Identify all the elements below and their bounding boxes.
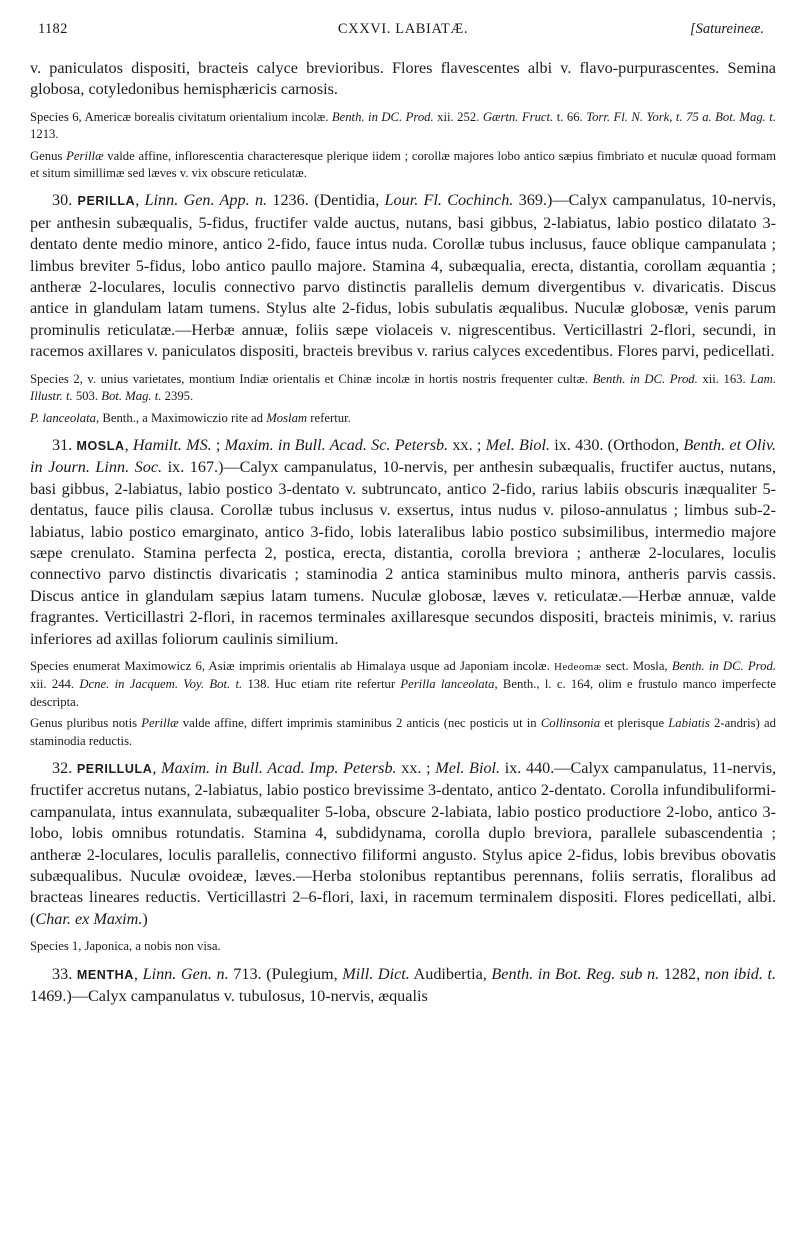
note-paragraph <box>30 658 776 711</box>
text-segment: ix. 430. (Orthodon, <box>550 435 684 454</box>
italic-citation: Perillæ <box>66 148 104 163</box>
italic-citation: Linn. Gen. n. <box>142 964 229 983</box>
text-segment: 1236. (Dentidia, <box>267 191 385 210</box>
genus-paragraph <box>30 58 776 101</box>
text-segment: et plerisque <box>600 716 669 731</box>
text-segment: 2-andris) ad staminodia reductis. <box>30 716 776 748</box>
italic-citation: non ibid. t. <box>704 964 777 983</box>
italic-citation: Gærtn. Fruct. <box>482 109 554 124</box>
text-segment: 1213. <box>30 127 59 142</box>
text-segment: valde affine, inflorescentia characteresque plerique iidem ; corollæ majores lobo antico sæpius fimbriato et nuculæ quoad formam et situm simillimæ sed læves v. vix obscure reticulatæ. <box>30 148 776 181</box>
text-segment: xx. ; <box>448 435 486 454</box>
italic-citation: Benth. in DC. Prod. <box>671 658 776 673</box>
italic-citation: Collinsonia <box>540 716 601 731</box>
text-segment: 32. <box>52 759 77 777</box>
text-segment: , <box>152 759 162 777</box>
text-segment: 2395. <box>161 389 194 404</box>
text-segment: 1469.)—Calyx campanulatus v. tubulosus, 10-nervis, æqualis <box>30 987 428 1006</box>
genus-paragraph <box>30 190 776 362</box>
text-segment: Species 1, Japonica, a nobis non visa. <box>30 939 221 954</box>
text-segment: xx. ; <box>396 759 436 777</box>
text-segment: refertur. <box>307 410 351 425</box>
note-paragraph <box>30 109 776 144</box>
italic-citation: Linn. Gen. App. n. <box>144 191 268 210</box>
text-segment: xii. 252. <box>433 109 483 124</box>
text-segment: 30. <box>52 191 78 210</box>
italic-citation: Mel. Biol. <box>435 759 501 777</box>
paragraph-gap <box>30 182 776 190</box>
page-number: 1182 <box>38 21 68 37</box>
genus-name: PERILLA <box>77 194 136 209</box>
italic-citation: Hamilt. MS. <box>132 435 212 454</box>
text-segment: sect. Mosla, <box>601 658 672 673</box>
paragraph-gap <box>30 930 776 938</box>
text-segment: Species 6, Americæ borealis civitatum orientalium incolæ. <box>30 109 332 124</box>
text-segment: Audibertia, <box>409 964 492 983</box>
page-header <box>30 14 776 44</box>
text-segment: t. 66. <box>553 109 587 124</box>
note-paragraph <box>30 715 776 750</box>
text-segment: , Benth., a Maximowiczio rite ad <box>96 410 267 425</box>
text-segment: Hedeomæ <box>554 660 602 673</box>
genus-name: MOSLA <box>76 438 125 453</box>
italic-citation: Perilla lanceolata <box>400 677 495 692</box>
text-segment: ) <box>142 909 148 928</box>
text-segment: 138. Huc etiam rite refertur <box>242 677 401 692</box>
text-segment: , Benth., l. c. 164, olim e frustulo manco imperfecte descripta. <box>30 677 776 709</box>
italic-citation: Labiatis <box>668 716 710 731</box>
text-segment: ; <box>211 435 225 454</box>
text-segment: Genus <box>30 148 67 163</box>
italic-citation: Maxim. in Bull. Acad. Imp. Petersb. <box>161 759 397 777</box>
genus-name: MENTHA <box>76 967 134 982</box>
genus-paragraph <box>30 964 776 1008</box>
text-segment: 369.)—Calyx campanulatus, 10-nervis, per anthesin subæqualis, 5-fidus, fructifer valde auctus, nutans, basi gibbus, 2-labiatus, labio postico dilatato 3-dentato dente medio minore, antico 2-fido, fauce intus nuda. Corollæ tubus inclusus, fauce oblique campanulata ; limbus breviter 5-fidus, lobo antico paullo majore. Stamina 4, subæqualia, erecta, distantia, corollam æquantia ; antheræ 2-loculares, loculis connectivo parvo distinctis parallelis demum divergentibus v. divaricatis. Discus antice in glandulam latam tumens. Stylus alte 2-fidus, lobis subulatis æqualibus. Nuculæ globosæ, venis parum prominulis reticulatæ.—Herbæ annuæ, foliis sæpe violaceis v. nigrescentibus. Verticillastri 2-flori, secundi, in racemos axillares v. paniculatos dispositi, bracteis brevibus v. rarius calyces excedentibus. Flores parvi, pedicellati. <box>30 191 776 361</box>
paragraph-gap <box>30 650 776 658</box>
genus-name: PERILLULA <box>76 762 153 776</box>
paragraph-gap <box>30 427 776 435</box>
text-segment: valde affine, differt imprimis staminibus 2 anticis (nec posticis ut in <box>178 716 541 731</box>
italic-citation: Moslam <box>266 410 308 425</box>
paragraph-gap <box>30 363 776 371</box>
text-segment: xii. 244. <box>30 677 80 692</box>
italic-citation: Benth. in DC. Prod. <box>331 109 434 124</box>
running-title: CXXVI. LABIATÆ. <box>337 21 469 37</box>
text-segment: 33. <box>52 964 77 983</box>
note-paragraph <box>30 410 776 427</box>
text-segment: Genus pluribus notis <box>30 716 142 731</box>
text-segment: 31. <box>52 435 77 454</box>
italic-citation: P. lanceolata <box>30 410 97 425</box>
tribe-heading: [Satureineæ. <box>690 21 764 37</box>
text-segment: Species enumerat Maximowicz 6, Asiæ imprimis orientalis ab Himalaya usque ad Japoniam incolæ. <box>30 658 555 673</box>
italic-citation: Benth. in Bot. Reg. sub n. <box>491 964 660 983</box>
text-segment: v. paniculatos dispositi, bracteis calyce brevioribus. Flores flavescentes albi v. flavo-purpurascentes. Semina globosa, cotyledonibus hemisphæricis carnosis. <box>30 59 776 99</box>
note-paragraph <box>30 148 776 183</box>
italic-citation: Mill. Dict. <box>342 964 410 983</box>
paragraph-gap <box>30 101 776 109</box>
text-segment: , <box>133 964 143 983</box>
italic-citation: Lour. Fl. Cochinch. <box>384 191 514 210</box>
note-paragraph <box>30 938 776 955</box>
paragraph-gap <box>30 750 776 758</box>
italic-citation: Char. ex Maxim. <box>35 909 143 928</box>
text-segment: Species 2, v. unius varietates, montium Indiæ orientalis et Chinæ incolæ in hortis nostris frequenter cultæ. <box>30 371 593 386</box>
text-segment: ix. 167.)—Calyx campanulatus, 10-nervis, per anthesin subæqualis, fructifer auctus, nutans, basi gibbus, 2-labiatus, labio postico 3-dentato v. subtruncato, antico 2-fido, rarius labiis obscuris inæqualiter 5-dentatus, fauce pilis clausa. Corollæ tubus inclusus v. exsertus, intus nudus v. piloso-annulatus ; limbus sub-2-labiatus, labio postico emarginato, antico 3-fido, lobis lateralibus labio postico subsimilibus, intermedio majore sæpe crenulato. Stamina perfecta 2, postica, erecta, distantia, corolla breviora ; antheræ 2-loculares, loculis connectivo parvo distinctis divaricatis ; staminodia 2 antica staminibus multo minora, antheris parvis cassis. Discus antice in glandulam sæpius latam tumens. Nuculæ globosæ, læves v. reticulatæ.—Herbæ annuæ, valde fragrantes. Verticillastri 2-flori, in racemos terminales axillaresque secundos dispositi, bracteis minimis, v. rarius inferiores ad axillas foliorum caulinis similium. <box>30 458 776 648</box>
italic-citation: Perillæ <box>141 716 179 731</box>
text-segment: 1282, <box>659 964 705 983</box>
text-segment: , <box>135 191 145 210</box>
text-segment: , <box>124 435 133 454</box>
note-paragraph <box>30 371 776 406</box>
genus-paragraph <box>30 435 776 650</box>
text-segment: xii. 163. <box>697 371 751 386</box>
paragraph-gap <box>30 956 776 964</box>
page-body <box>30 58 776 1007</box>
text-segment: 503. <box>72 389 102 404</box>
italic-citation: Lam. Illustr. t. <box>30 371 776 404</box>
text-segment: 713. (Pulegium, <box>228 964 343 983</box>
italic-citation: Maxim. in Bull. Acad. Sc. Petersb. <box>224 435 449 454</box>
italic-citation: Dcne. in Jacquem. Voy. Bot. t. <box>79 677 243 692</box>
italic-citation: Mel. Biol. <box>485 435 551 454</box>
genus-paragraph <box>30 758 776 930</box>
italic-citation: Benth. in DC. Prod. <box>592 371 698 386</box>
text-segment: ix. 440.—Calyx campanulatus, 11-nervis, fructifer accretus nutans, 2-labiatus, labio postico brevissime 3-dentato, antico 2-dentato. Corolla infundibuliformi-campanulata, intus exannulata, subæqualiter 5-loba, obscure 2-labiata, labio postico productiore 2-lobo, antico 3-lobo, lobis omnibus rotundatis. Stamina 4, subdidynama, corolla duplo breviora, parallele subascendentia ; antheræ 2-loculares, loculis parallelis, connectivo filiformi angusto. Stylus apice 2-fidus, lobis brevibus obovatis subæqualibus. Nuculæ ovoideæ, læves.—Herba stolonibus reptantibus perennans, foliis serratis, floralibus ad bracteas lineares reductis. Verticillastri 2–6-flori, laxi, in racemum terminalem dispositi. Flores pedicellati, albi. ( <box>30 759 777 928</box>
italic-citation: Torr. Fl. N. York, t. 75 a. Bot. Mag. t. <box>586 109 777 124</box>
italic-citation: Benth. et Oliv. in Journ. Linn. Soc. <box>30 435 777 477</box>
italic-citation: Bot. Mag. t. <box>101 389 162 404</box>
